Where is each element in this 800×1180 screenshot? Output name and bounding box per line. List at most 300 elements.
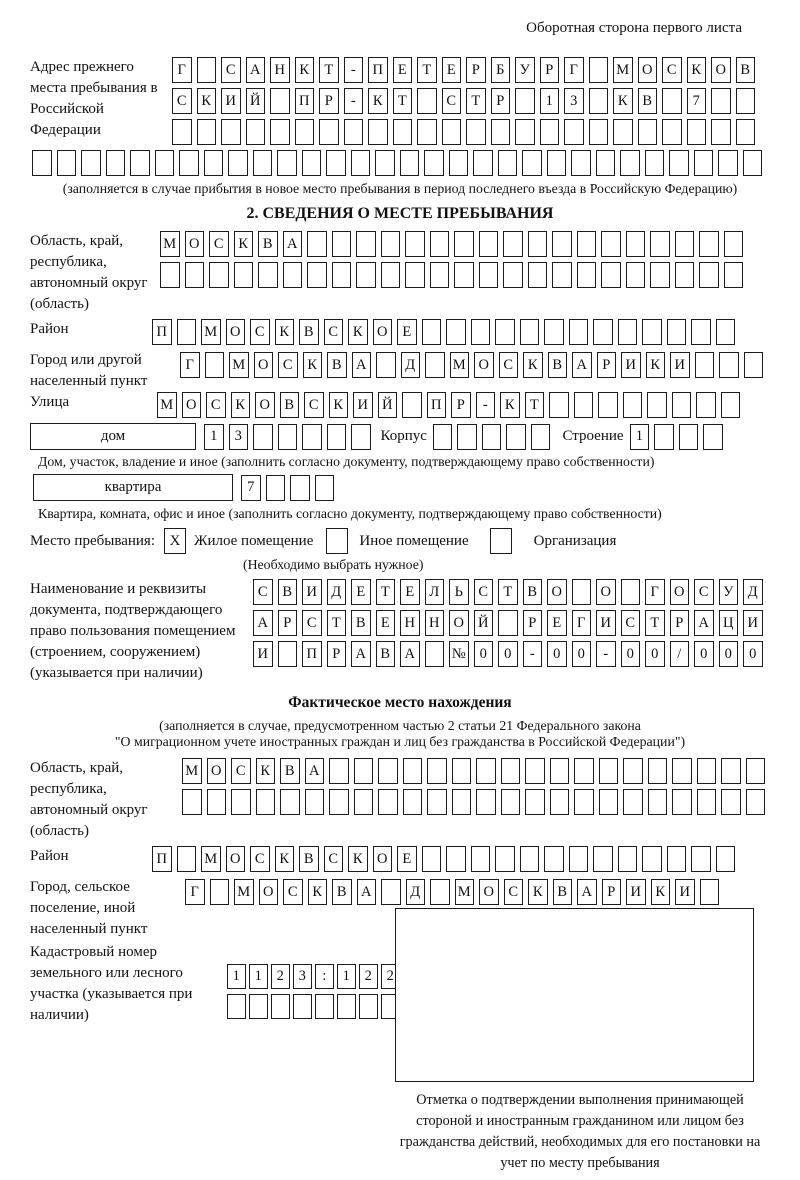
char-box: [691, 319, 711, 345]
char-box: Т: [393, 88, 413, 114]
document-row-2: [253, 610, 763, 636]
char-box: [662, 119, 682, 145]
char-box: [571, 150, 591, 176]
char-box: [626, 231, 646, 257]
char-box: О: [255, 392, 275, 418]
char-box: [204, 150, 224, 176]
stroenie-cells: [630, 424, 723, 450]
char-box: [205, 352, 225, 378]
char-box: [491, 119, 511, 145]
char-box: В: [376, 641, 396, 667]
char-box: [719, 352, 739, 378]
char-box: [271, 994, 290, 1019]
char-box: [691, 846, 711, 872]
char-box: [613, 119, 633, 145]
char-box: Р: [327, 641, 347, 667]
char-box: И: [743, 610, 763, 636]
fact-region-block: [30, 758, 800, 842]
char-box: [430, 231, 450, 257]
char-box: [209, 262, 229, 288]
document-row-3: [253, 641, 763, 667]
char-box: О: [474, 352, 494, 378]
apartment-row: [33, 474, 800, 501]
char-box: 3: [564, 88, 584, 114]
prev-address-block: [30, 57, 800, 150]
char-box: [721, 789, 741, 815]
char-box: О: [207, 758, 227, 784]
char-box: А: [253, 610, 273, 636]
char-box: У: [515, 57, 535, 83]
char-box: И: [221, 88, 241, 114]
char-box: [544, 846, 564, 872]
char-box: [452, 758, 472, 784]
char-box: [716, 846, 736, 872]
char-box: [405, 231, 425, 257]
confirmation-caption: Отметка о подтверждении выполнения принимающей стороной и иностранным гражданином или лицом без гражданства действий, необходимых для его постановки на учет по месту пребывания: [399, 1092, 761, 1172]
char-box: [290, 475, 310, 501]
char-box: А: [283, 231, 303, 257]
char-box: [403, 789, 423, 815]
char-box: [672, 789, 692, 815]
city-block: [30, 350, 800, 392]
char-box: О: [449, 610, 469, 636]
char-box: [280, 789, 300, 815]
char-box: [620, 150, 640, 176]
char-box: [679, 424, 699, 450]
char-box: [307, 262, 327, 288]
char-box: [177, 319, 197, 345]
char-box: [356, 231, 376, 257]
char-box: [601, 262, 621, 288]
char-box: О: [254, 352, 274, 378]
char-box: [642, 846, 662, 872]
char-box: 0: [572, 641, 592, 667]
char-box: К: [651, 879, 671, 905]
char-box: [593, 319, 613, 345]
house-number-cells: [204, 424, 371, 450]
char-box: [368, 119, 388, 145]
char-box: С: [621, 610, 641, 636]
char-box: О: [638, 57, 658, 83]
char-box: [277, 150, 297, 176]
char-box: С: [324, 846, 344, 872]
char-box: [589, 57, 609, 83]
char-box: А: [246, 57, 266, 83]
page-header: Оборотная сторона первого листа: [526, 20, 742, 36]
char-box: М: [201, 846, 221, 872]
char-box: [703, 424, 723, 450]
prev-address-grid: [172, 57, 755, 150]
char-box: [501, 789, 521, 815]
char-box: [525, 758, 545, 784]
char-box: Р: [670, 610, 690, 636]
char-box: М: [229, 352, 249, 378]
region-label: Область, край, республика, автономный округ (область): [30, 233, 148, 312]
char-box: [711, 119, 731, 145]
char-box: Г: [572, 610, 592, 636]
char-box: [569, 319, 589, 345]
char-box: О: [479, 879, 499, 905]
char-box: [283, 262, 303, 288]
stay-type-checkbox-organization: [490, 528, 512, 554]
char-box: -: [523, 641, 543, 667]
char-box: Е: [442, 57, 462, 83]
char-box: М: [182, 758, 202, 784]
char-box: [427, 789, 447, 815]
char-box: [495, 846, 515, 872]
prev-address-row-1: [172, 57, 755, 83]
char-box: 1: [204, 424, 224, 450]
district-label: Район: [30, 321, 69, 337]
char-box: [427, 758, 447, 784]
char-box: Н: [425, 610, 445, 636]
char-box: Р: [597, 352, 617, 378]
char-box: В: [327, 352, 347, 378]
char-box: [589, 88, 609, 114]
char-box: К: [275, 319, 295, 345]
char-box: [601, 231, 621, 257]
char-box: В: [351, 610, 371, 636]
char-box: [647, 392, 667, 418]
char-box: К: [275, 846, 295, 872]
char-box: [650, 231, 670, 257]
actual-location-note-1: (заполняется в случае, предусмотренном частью 2 статьи 21 Федерального закона: [159, 718, 641, 733]
char-box: [356, 262, 376, 288]
char-box: [498, 610, 518, 636]
document-block: [30, 579, 800, 684]
char-box: [667, 319, 687, 345]
char-box: Е: [400, 579, 420, 605]
stay-type-row: [30, 528, 800, 554]
char-box: М: [160, 231, 180, 257]
char-box: М: [234, 879, 254, 905]
char-box: [405, 262, 425, 288]
char-box: О: [670, 579, 690, 605]
char-box: В: [278, 579, 298, 605]
char-box: С: [504, 879, 524, 905]
char-box: [724, 262, 744, 288]
char-box: [574, 789, 594, 815]
char-box: [599, 758, 619, 784]
char-box: [402, 392, 422, 418]
char-box: [422, 319, 442, 345]
char-box: [626, 262, 646, 288]
char-box: [501, 758, 521, 784]
char-box: Е: [397, 846, 417, 872]
char-box: [452, 789, 472, 815]
char-box: Д: [406, 879, 426, 905]
char-box: К: [234, 231, 254, 257]
char-box: [675, 231, 695, 257]
char-box: К: [329, 392, 349, 418]
char-box: [400, 150, 420, 176]
char-box: [302, 424, 322, 450]
char-box: Б: [491, 57, 511, 83]
char-box: [425, 641, 445, 667]
char-box: С: [206, 392, 226, 418]
actual-location-note-2: "О миграционном учете иностранных граждан и лиц без гражданства в Российской Федерации"): [114, 734, 686, 749]
char-box: Т: [498, 579, 518, 605]
document-grid: [253, 579, 763, 672]
char-box: [669, 150, 689, 176]
char-box: Н: [270, 57, 290, 83]
char-box: [648, 758, 668, 784]
char-box: О: [373, 319, 393, 345]
char-box: В: [523, 579, 543, 605]
char-box: 1: [337, 964, 356, 989]
char-box: К: [256, 758, 276, 784]
stay-type-checkbox-residential: X: [164, 528, 186, 554]
char-box: [221, 119, 241, 145]
prev-address-label: Адрес прежнего места пребывания в Российской Федерации: [30, 59, 158, 138]
char-box: 0: [547, 641, 567, 667]
char-box: [249, 994, 268, 1019]
char-box: [278, 641, 298, 667]
char-box: [547, 150, 567, 176]
char-box: Т: [645, 610, 665, 636]
apartment-label-box: квартира: [33, 474, 233, 501]
char-box: [351, 424, 371, 450]
fact-region-label: Область, край, республика, автономный округ (область): [30, 760, 148, 839]
char-box: [307, 231, 327, 257]
char-box: [354, 758, 374, 784]
char-box: Й: [246, 88, 266, 114]
char-box: [540, 119, 560, 145]
char-box: 7: [241, 475, 261, 501]
region-row-2: [160, 262, 743, 288]
char-box: И: [621, 352, 641, 378]
korpus-cells: [433, 424, 551, 450]
char-box: [457, 424, 477, 450]
char-box: [332, 262, 352, 288]
char-box: О: [547, 579, 567, 605]
char-box: [155, 150, 175, 176]
char-box: [185, 262, 205, 288]
char-box: [376, 352, 396, 378]
char-box: В: [280, 392, 300, 418]
char-box: К: [613, 88, 633, 114]
char-box: И: [353, 392, 373, 418]
char-box: [177, 846, 197, 872]
char-box: К: [308, 879, 328, 905]
char-box: Й: [474, 610, 494, 636]
char-box: [672, 392, 692, 418]
city-label: Город или другой населенный пункт: [30, 352, 148, 389]
char-box: [650, 262, 670, 288]
char-box: 0: [498, 641, 518, 667]
char-box: Е: [397, 319, 417, 345]
char-box: [449, 150, 469, 176]
char-box: А: [352, 352, 372, 378]
char-box: В: [299, 319, 319, 345]
char-box: Р: [278, 610, 298, 636]
char-box: [471, 846, 491, 872]
char-box: Л: [425, 579, 445, 605]
char-box: [253, 150, 273, 176]
char-box: [329, 789, 349, 815]
char-box: [403, 758, 423, 784]
char-box: [743, 150, 763, 176]
prev-address-row-3: [172, 119, 755, 145]
char-box: -: [596, 641, 616, 667]
char-box: [210, 879, 230, 905]
char-box: [711, 88, 731, 114]
char-box: [329, 758, 349, 784]
char-box: А: [305, 758, 325, 784]
char-box: М: [455, 879, 475, 905]
char-box: С: [278, 352, 298, 378]
prev-address-note: (заполняется в случае прибытия в новое место пребывания в период последнего въезда в Российскую Федерацию): [62, 181, 738, 196]
char-box: 0: [694, 641, 714, 667]
stay-type-option-residential: Жилое помещение: [194, 532, 314, 549]
char-box: [476, 789, 496, 815]
char-box: [598, 392, 618, 418]
char-box: С: [283, 879, 303, 905]
char-box: [593, 846, 613, 872]
char-box: [744, 352, 764, 378]
region-block: [30, 231, 800, 315]
char-box: К: [231, 392, 251, 418]
char-box: [700, 879, 720, 905]
confirmation-stamp-box: [395, 908, 754, 1082]
char-box: [675, 262, 695, 288]
char-box: Р: [540, 57, 560, 83]
char-box: [574, 392, 594, 418]
char-box: А: [357, 879, 377, 905]
char-box: [515, 119, 535, 145]
char-box: 3: [293, 964, 312, 989]
char-box: [577, 231, 597, 257]
char-box: [466, 119, 486, 145]
city-row: [180, 352, 763, 378]
char-box: [326, 150, 346, 176]
char-box: И: [302, 579, 322, 605]
char-box: [736, 88, 756, 114]
char-box: [160, 262, 180, 288]
char-box: О: [596, 579, 616, 605]
char-box: [430, 879, 450, 905]
char-box: Ь: [449, 579, 469, 605]
char-box: С: [662, 57, 682, 83]
char-box: 0: [645, 641, 665, 667]
char-box: [623, 758, 643, 784]
char-box: К: [197, 88, 217, 114]
char-box: [417, 88, 437, 114]
stay-type-option-other: Иное помещение: [359, 532, 469, 549]
char-box: [572, 579, 592, 605]
char-box: [32, 150, 52, 176]
char-box: О: [182, 392, 202, 418]
fact-region-grid: [182, 758, 765, 820]
char-box: [574, 758, 594, 784]
char-box: [332, 231, 352, 257]
char-box: [295, 119, 315, 145]
char-box: [359, 994, 378, 1019]
char-box: [667, 846, 687, 872]
region-grid: [160, 231, 743, 293]
char-box: [278, 424, 298, 450]
char-box: Р: [451, 392, 471, 418]
char-box: С: [694, 579, 714, 605]
char-box: 1: [630, 424, 650, 450]
char-box: 3: [229, 424, 249, 450]
char-box: №: [449, 641, 469, 667]
char-box: Д: [327, 579, 347, 605]
char-box: [197, 119, 217, 145]
char-box: К: [348, 846, 368, 872]
char-box: [422, 846, 442, 872]
char-box: [623, 392, 643, 418]
char-box: [417, 119, 437, 145]
char-box: [354, 789, 374, 815]
char-box: Р: [466, 57, 486, 83]
char-box: Т: [417, 57, 437, 83]
char-box: А: [351, 641, 371, 667]
char-box: [479, 262, 499, 288]
char-box: У: [719, 579, 739, 605]
char-box: Т: [319, 57, 339, 83]
char-box: И: [626, 879, 646, 905]
char-box: [520, 319, 540, 345]
char-box: [381, 262, 401, 288]
char-box: [577, 262, 597, 288]
char-box: [552, 231, 572, 257]
district-row: [152, 319, 735, 345]
section2-title: 2. СВЕДЕНИЯ О МЕСТЕ ПРЕБЫВАНИЯ: [246, 205, 554, 222]
char-box: С: [304, 392, 324, 418]
char-box: О: [226, 319, 246, 345]
char-box: -: [476, 392, 496, 418]
char-box: [699, 231, 719, 257]
char-box: [302, 150, 322, 176]
char-box: [724, 231, 744, 257]
char-box: [258, 262, 278, 288]
char-box: [531, 424, 551, 450]
char-box: В: [299, 846, 319, 872]
char-box: П: [295, 88, 315, 114]
char-box: [694, 150, 714, 176]
char-box: Г: [180, 352, 200, 378]
district-block: [30, 319, 800, 350]
char-box: [623, 789, 643, 815]
char-box: 7: [687, 88, 707, 114]
char-box: 0: [621, 641, 641, 667]
char-box: С: [250, 319, 270, 345]
char-box: И: [596, 610, 616, 636]
char-box: В: [258, 231, 278, 257]
char-box: А: [694, 610, 714, 636]
char-box: С: [221, 57, 241, 83]
char-box: [549, 392, 569, 418]
char-box: [618, 319, 638, 345]
fact-city-row: [185, 879, 719, 905]
char-box: [621, 579, 641, 605]
char-box: В: [736, 57, 756, 83]
char-box: К: [528, 879, 548, 905]
char-box: О: [373, 846, 393, 872]
char-box: [697, 789, 717, 815]
prev-address-row-4: [32, 150, 800, 176]
char-box: [228, 150, 248, 176]
char-box: [270, 88, 290, 114]
char-box: [425, 352, 445, 378]
char-box: [482, 424, 502, 450]
char-box: [569, 846, 589, 872]
char-box: 2: [359, 964, 378, 989]
char-box: Г: [645, 579, 665, 605]
char-box: В: [548, 352, 568, 378]
char-box: 0: [474, 641, 494, 667]
